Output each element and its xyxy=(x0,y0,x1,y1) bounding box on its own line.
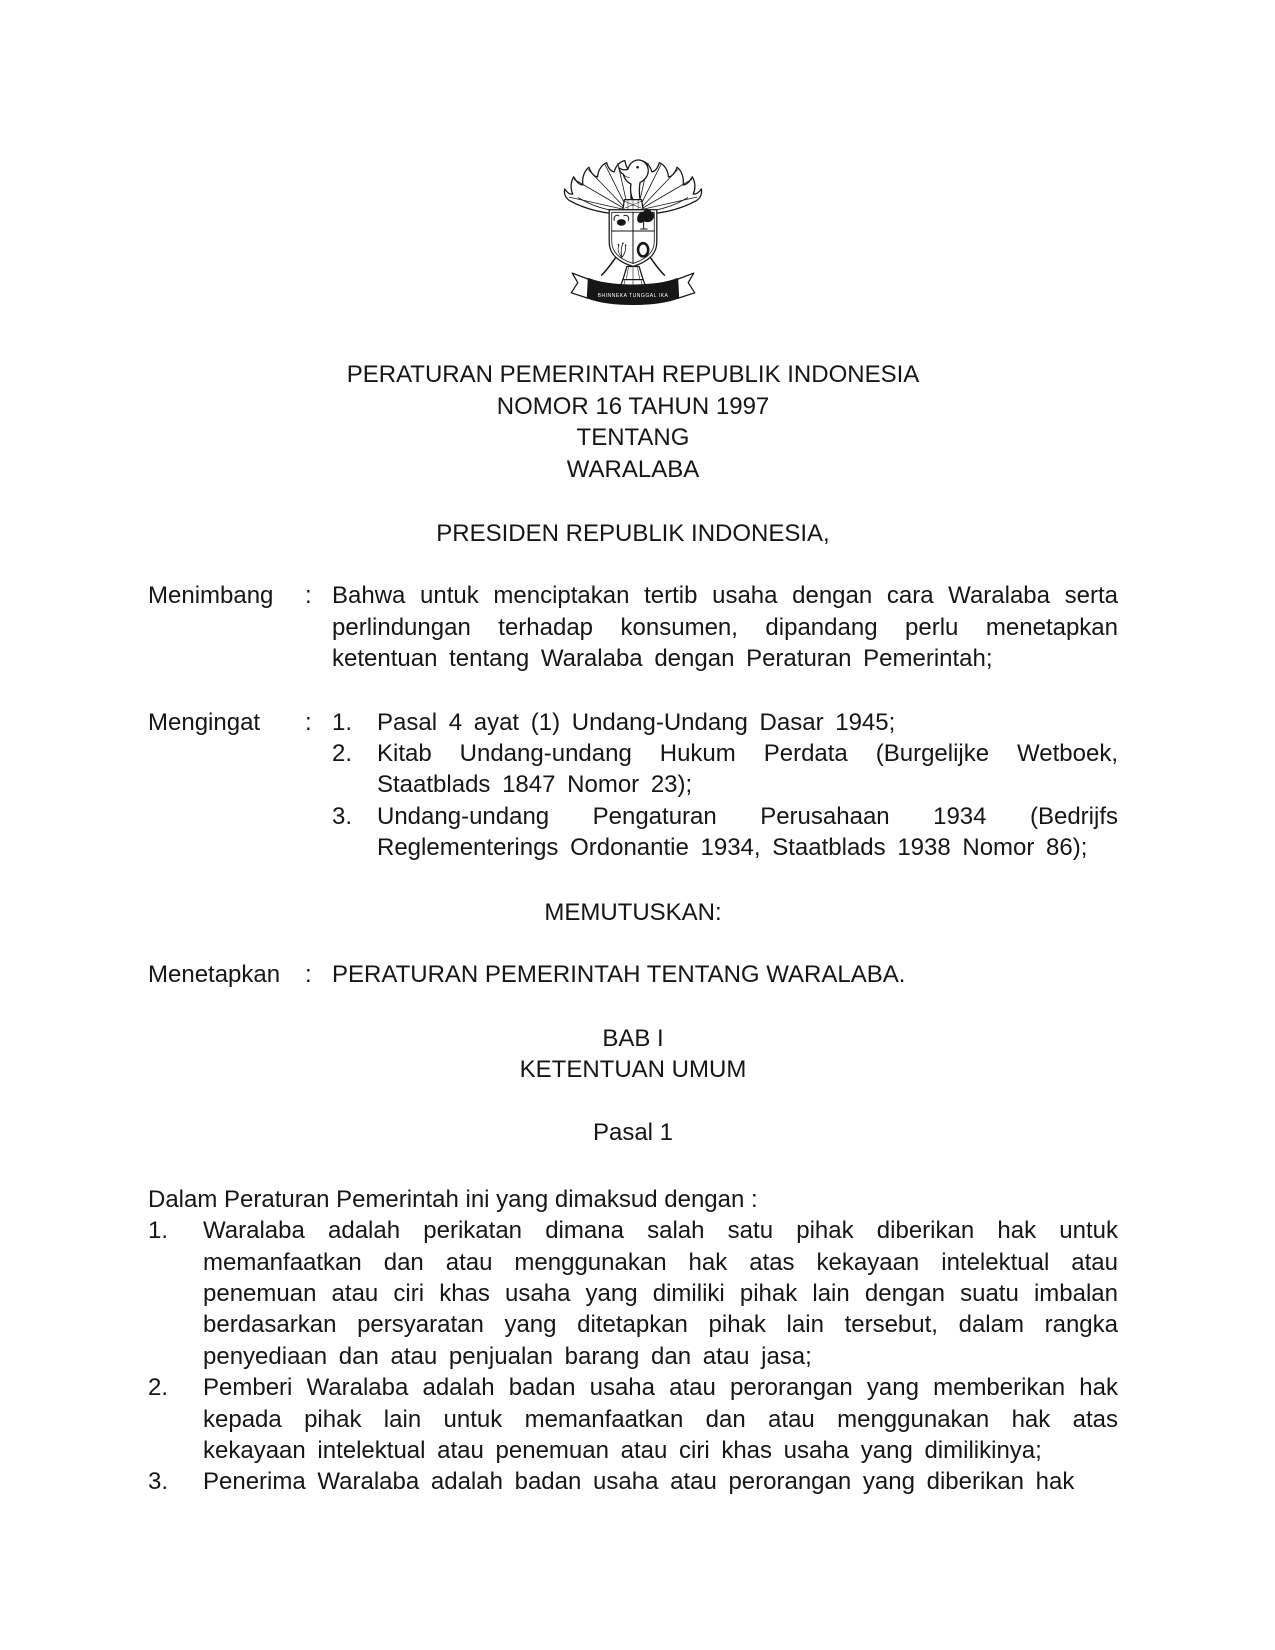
mengingat-item xyxy=(332,801,1118,864)
mengingat-item-text: Pasal 4 ayat (1) Undang-Undang Dasar 1945; xyxy=(377,708,896,736)
mengingat-section xyxy=(148,707,1118,864)
mengingat-item-number: 2. xyxy=(332,740,353,768)
emblem-container xyxy=(148,0,1118,315)
bab-number: BAB I xyxy=(602,1024,664,1052)
menimbang-colon: : xyxy=(305,582,312,610)
mengingat-item-text: Undang-undang Pengaturan Perusahaan 1934 (Bedrijfs Reglementerings Ordonantie 1934, Staatblads 1938 Nomor 86); xyxy=(377,802,1118,862)
chapter-heading xyxy=(148,1023,1118,1086)
pasal1-intro: Dalam Peraturan Pemerintah ini yang dimaksud dengan : xyxy=(148,1185,758,1213)
pasal-heading: Pasal 1 xyxy=(592,1119,674,1147)
definition-item xyxy=(148,1372,1118,1466)
definition-item-number: 1. xyxy=(148,1217,169,1245)
mengingat-item xyxy=(332,738,1118,801)
menimbang-text: Bahwa untuk menciptakan tertib usaha dengan cara Waralaba serta perlindungan terhadap konsumen, dipandang perlu menetapkan ketentuan tentang Waralaba dengan Peraturan Pemerintah; xyxy=(332,582,1118,673)
memutuskan-heading: MEMUTUSKAN: xyxy=(544,898,722,926)
mengingat-colon: : xyxy=(305,708,312,736)
mengingat-item-number: 3. xyxy=(332,802,353,830)
menetapkan-colon: : xyxy=(305,961,312,989)
menimbang-section xyxy=(148,580,1118,674)
menetapkan-label: Menetapkan xyxy=(148,961,281,989)
mengingat-item xyxy=(332,707,1118,738)
bab-title: KETENTUAN UMUM xyxy=(519,1055,747,1083)
title-line-4: WARALABA xyxy=(566,455,700,483)
definition-item-text: Waralaba adalah perikatan dimana salah satu pihak diberikan hak untuk memanfaatkan dan atau menggunakan hak atas kekayaan intelektual atau penemuan atau ciri khas usaha yang dimiliki pihak lain dengan suatu imbalan berdasarkan persyaratan yang ditetapkan pihak lain tersebut, dalam rangka penyediaan dan atau penjualan barang dan atau jasa; xyxy=(203,1217,1118,1370)
emblem-motto-text: BHINNEKA TUNGGAL IKA xyxy=(597,292,669,299)
definition-item-text: Pemberi Waralaba adalah badan usaha atau perorangan yang memberikan hak kepada pihak lain untuk memanfaatkan dan atau menggunakan hak atas kekayaan intelektual atau penemuan atau ciri khas usaha yang dimilikinya; xyxy=(203,1374,1118,1464)
title-line-3: TENTANG xyxy=(576,424,690,452)
garuda-pancasila-emblem xyxy=(557,150,709,307)
title-line-2: NOMOR 16 TAHUN 1997 xyxy=(496,392,770,420)
issuer-line: PRESIDEN REPUBLIK INDONESIA, xyxy=(436,520,830,548)
menetapkan-text: PERATURAN PEMERINTAH TENTANG WARALABA. xyxy=(332,961,906,989)
definition-item-number: 3. xyxy=(148,1468,169,1496)
mengingat-item-number: 1. xyxy=(332,708,353,736)
mengingat-list xyxy=(332,707,1118,864)
definition-item xyxy=(148,1215,1118,1372)
menimbang-label: Menimbang xyxy=(148,582,274,610)
pasal1-list xyxy=(148,1215,1118,1498)
mengingat-label: Mengingat xyxy=(148,708,261,736)
definition-item-number: 2. xyxy=(148,1374,169,1402)
mengingat-item-text: Kitab Undang-undang Hukum Perdata (Burgelijke Wetboek, Staatblads 1847 Nomor 23); xyxy=(377,740,1118,799)
definition-item xyxy=(148,1466,1118,1497)
title-line-1: PERATURAN PEMERINTAH REPUBLIK INDONESIA xyxy=(346,361,920,389)
document-title xyxy=(148,359,1118,485)
definition-item-text: Penerima Waralaba adalah badan usaha atau perorangan yang diberikan hak xyxy=(203,1468,1075,1496)
menetapkan-section xyxy=(148,959,1118,990)
